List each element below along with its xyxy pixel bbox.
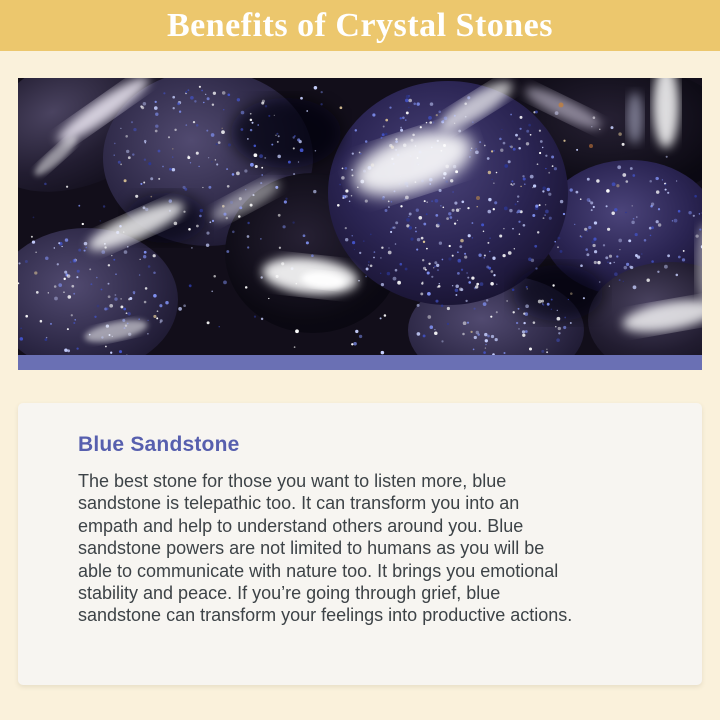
card-body-line: The best stone for those you want to listen more, blue [78,471,507,491]
info-card [18,403,702,685]
card-body [78,470,652,627]
photo-block [18,78,702,370]
blue-sandstone-photo [18,78,702,355]
card-heading: Blue Sandstone [78,433,240,456]
card-body-line: sandstone can transform your feelings into productive actions. [78,605,573,626]
card-body-line: stability and peace. If you’re going through grief, blue [78,583,501,604]
card-body-line: sandstone is telepathic too. It can transform you into an [78,493,520,514]
card-body-line: able to communicate with nature too. It brings you emotional [78,560,559,581]
page-header [0,0,720,51]
photo-bottom-strip [18,355,702,370]
card-body-line: sandstone powers are not limited to humans as you will be [78,538,545,559]
page-title: Benefits of Crystal Stones [166,6,554,44]
card-body-line: empath and help to understand others around you. Blue [78,515,524,536]
